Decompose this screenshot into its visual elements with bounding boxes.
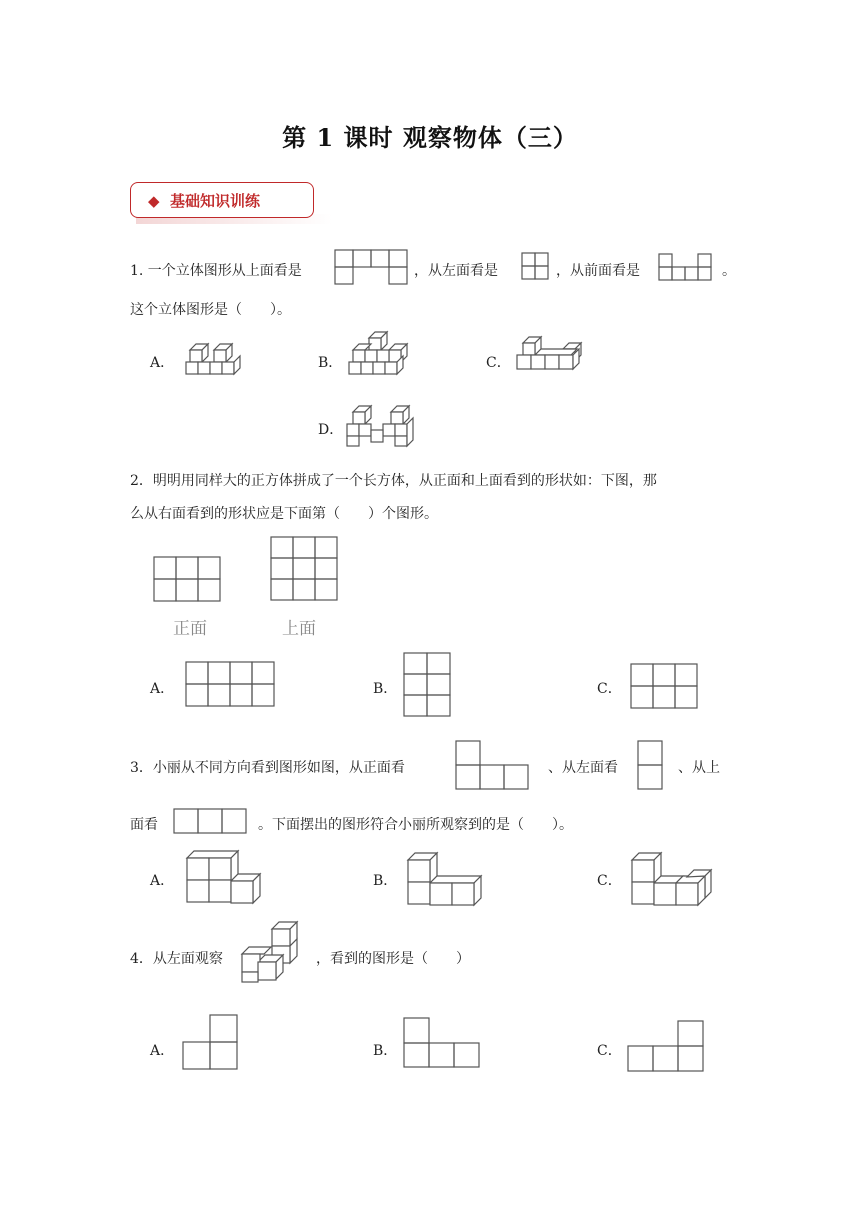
page-title: 第 1 课时 观察物体（三）	[282, 123, 578, 152]
q3-front-view	[455, 740, 529, 790]
q2-option-c-figure[interactable]	[630, 663, 698, 709]
q1-option-a-label[interactable]: A．	[150, 355, 175, 371]
q2-front-caption: 正面	[173, 619, 207, 639]
q3-text-3: 、从上	[678, 760, 720, 776]
q2-front-view	[153, 556, 221, 602]
q3-text-5: 。下面摆出的图形符合小丽所观察到的是（ ）。	[258, 817, 573, 833]
q1-left-view	[521, 252, 549, 280]
q2-option-b-label[interactable]: B．	[373, 681, 398, 697]
q4-option-a-figure[interactable]	[181, 1014, 239, 1072]
q1-front-view	[658, 253, 712, 281]
q1-text-1: 1. 一个立体图形从上面看是	[130, 263, 302, 279]
q4-option-b-label[interactable]: B．	[373, 1043, 398, 1059]
section-header-label	[148, 190, 260, 211]
q3-option-c-label[interactable]: C．	[597, 873, 622, 889]
diamond-icon: ◆	[148, 192, 160, 210]
q3-option-b-label[interactable]: B．	[373, 873, 398, 889]
q1-option-c-label[interactable]: C．	[486, 355, 511, 371]
q4-option-a-label[interactable]: A．	[150, 1043, 175, 1059]
q1-option-d-figure[interactable]	[343, 404, 417, 450]
q3-option-b-figure[interactable]	[407, 852, 483, 908]
q3-text-2: 、从左面看	[548, 760, 618, 776]
q1-question: 这个立体图形是（ ）。	[130, 302, 291, 318]
q1-text-4: 。	[722, 263, 736, 279]
q1-option-a-figure[interactable]	[184, 340, 250, 378]
q2-option-a-figure[interactable]	[185, 661, 275, 707]
q4-option-c-label[interactable]: C．	[597, 1043, 622, 1059]
q2-top-view	[270, 536, 338, 602]
q2-top-caption: 上面	[282, 619, 316, 639]
q4-text-2: ，看到的图形是（ ）	[316, 951, 470, 967]
q2-text-line1: 2．明明用同样大的正方体拼成了一个长方体，从正面和上面看到的形状如：下图，那	[130, 473, 657, 489]
q3-left-view	[637, 740, 663, 790]
q1-text-2: ，从左面看是	[414, 263, 498, 279]
q2-option-c-label[interactable]: C．	[597, 681, 622, 697]
q4-solid-figure	[238, 920, 304, 986]
q2-option-b-figure[interactable]	[403, 652, 451, 718]
q1-option-b-label[interactable]: B．	[318, 355, 343, 371]
q3-option-a-figure[interactable]	[186, 850, 262, 906]
section-title: 基础知识训练	[170, 192, 261, 210]
q4-option-b-figure[interactable]	[402, 1017, 482, 1071]
q4-text-1: 4．从左面观察	[130, 951, 223, 967]
q4-option-c-figure[interactable]	[626, 1020, 706, 1074]
q2-option-a-label[interactable]: A．	[150, 681, 175, 697]
q1-text-3: ，从前面看是	[556, 263, 640, 279]
q3-option-c-figure[interactable]	[631, 852, 713, 908]
q1-option-d-label[interactable]: D．	[318, 422, 344, 438]
q3-text-4: 面看	[130, 817, 158, 833]
q1-option-c-figure[interactable]	[515, 335, 589, 381]
q1-option-b-figure[interactable]	[345, 334, 417, 380]
q3-text-1: 3．小丽从不同方向看到图形如图，从正面看	[130, 760, 405, 776]
q3-top-view	[173, 808, 247, 834]
q3-option-a-label[interactable]: A．	[150, 873, 175, 889]
q2-text-line2: 么从右面看到的形状应是下面第（ ）个图形。	[130, 506, 438, 522]
q1-top-view	[334, 249, 408, 285]
